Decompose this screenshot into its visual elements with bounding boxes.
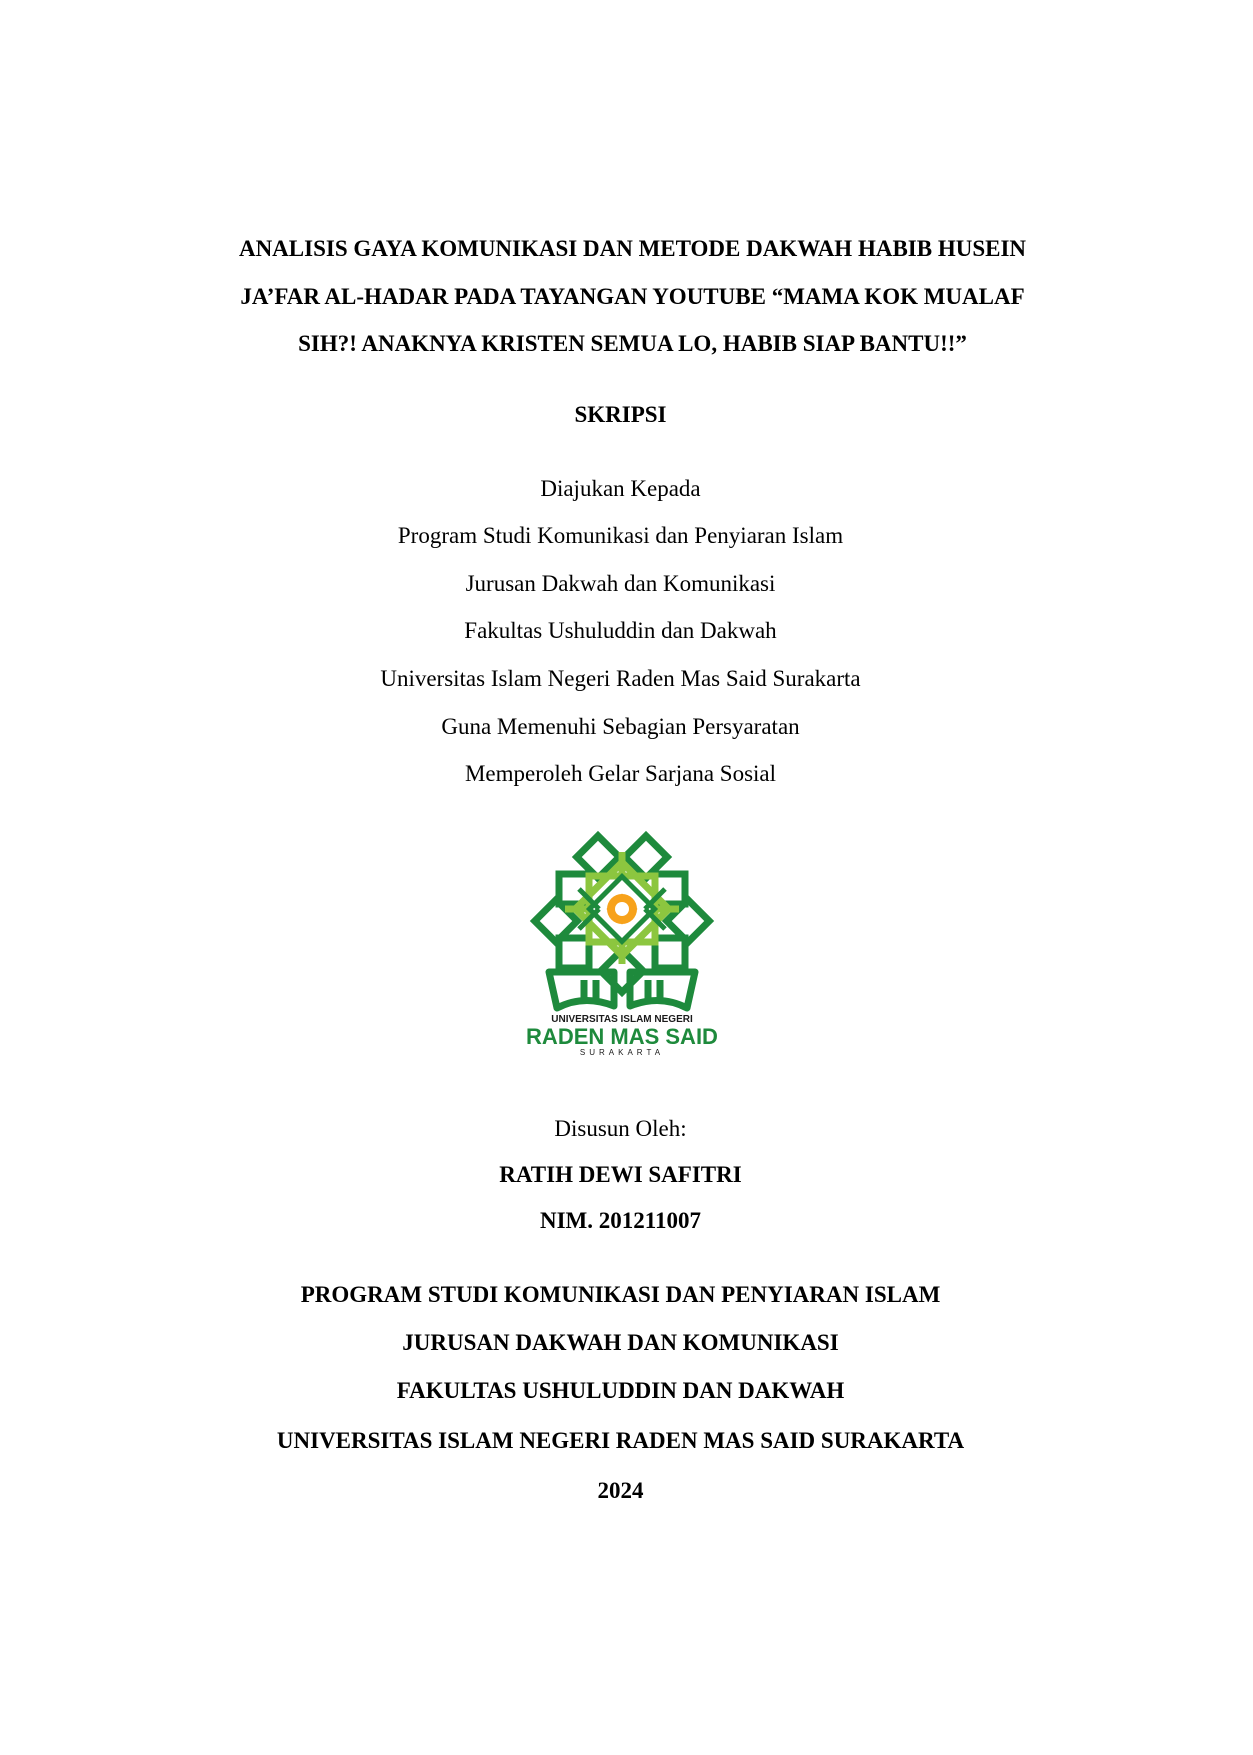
title-line-2: JA’FAR AL-HADAR PADA TAYANGAN YOUTUBE “MAMA KOK MUALAF: [240, 284, 1025, 309]
submission-line-7: Memperoleh Gelar Sarjana Sosial: [464, 761, 777, 786]
submission-line-3: Jurusan Dakwah dan Komunikasi: [465, 571, 776, 596]
logo-text-line-1: UNIVERSITAS ISLAM NEGERI: [551, 1014, 693, 1025]
institution-line-3: FAKULTAS USHULUDDIN DAN DAKWAH: [396, 1378, 845, 1403]
submission-line-2: Program Studi Komunikasi dan Penyiaran Islam: [397, 523, 844, 548]
submission-line-1: Diajukan Kepada: [540, 476, 701, 501]
logo-text-line-3: SURAKARTA: [579, 1048, 665, 1057]
author-label: Disusun Oleh:: [554, 1116, 687, 1141]
title-line-1: ANALISIS GAYA KOMUNIKASI DAN METODE DAKWAH HABIB HUSEIN: [238, 236, 1027, 261]
submission-line-5: Universitas Islam Negeri Raden Mas Said Surakarta: [380, 666, 861, 691]
institution-line-4: UNIVERSITAS ISLAM NEGERI RADEN MAS SAID SURAKARTA: [276, 1428, 965, 1453]
year: 2024: [597, 1478, 644, 1503]
title-line-3: SIH?! ANAKNYA KRISTEN SEMUA LO, HABIB SIAP BANTU!!”: [298, 331, 967, 356]
submission-line-4: Fakultas Ushuluddin dan Dakwah: [464, 618, 777, 643]
submission-line-6: Guna Memenuhi Sebagian Persyaratan: [441, 714, 800, 739]
document-type: SKRIPSI: [574, 402, 667, 427]
university-logo: [526, 834, 718, 1057]
institution-line-2: JURUSAN DAKWAH DAN KOMUNIKASI: [402, 1330, 839, 1355]
author-name: RATIH DEWI SAFITRI: [499, 1162, 742, 1187]
logo-text-line-2: RADEN MAS SAID: [526, 1024, 718, 1049]
institution-line-1: PROGRAM STUDI KOMUNIKASI DAN PENYIARAN ISLAM: [300, 1282, 941, 1307]
author-nim: NIM. 201211007: [540, 1208, 701, 1233]
